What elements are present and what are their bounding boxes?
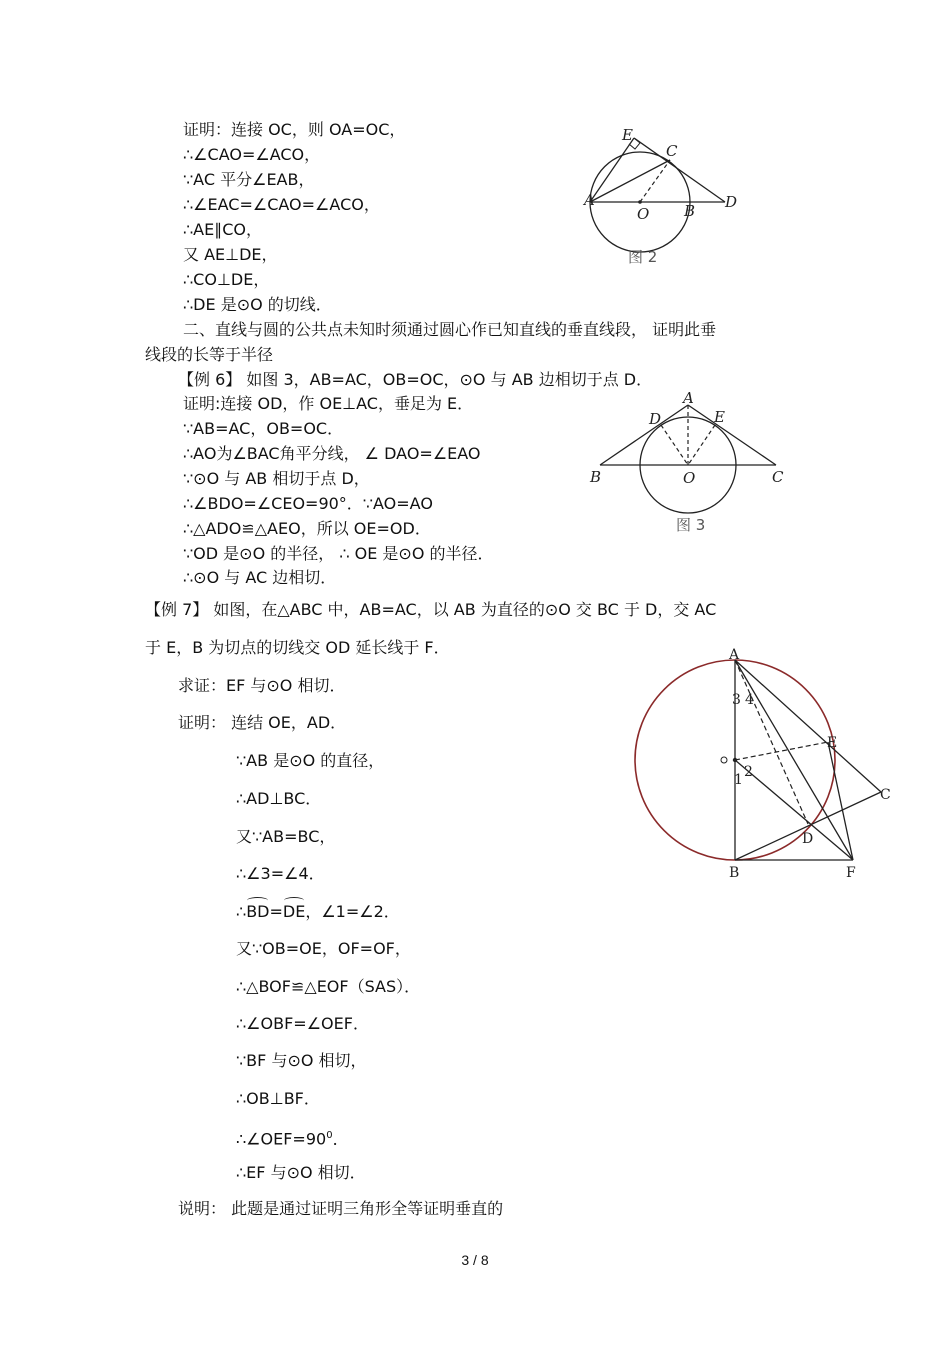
fig7-label-a: A [729,648,740,663]
proof-line: 又 AE⊥DE， [183,245,278,264]
fig7-label-c: C [880,787,891,803]
fig3-label-o: O [683,469,696,487]
proof-step-angle [236,1126,349,1149]
example7-heading-1: 【例 7】 如图，在△ABC 中，AB=AC，以 AB 为直径的⊙O 交 BC 于 D，交 AC [145,600,717,619]
proof-line: ∴AO为∠BAC角平分线， ∠ DAO=∠EAO [183,444,481,463]
fig3-label-c: C [772,468,784,486]
proof-step: ∴AD⊥BC． [236,789,322,808]
example7-note: 说明： 此题是通过证明三角形全等证明垂直的 [178,1199,504,1218]
fig2-label-o: O [637,205,650,223]
fig7-label-b: B [729,865,740,881]
proof-line: ∴∠EAC=∠CAO=∠ACO， [183,195,380,214]
fig2-label-a: A [584,191,595,209]
proof-line: ∴DE 是⊙O 的切线． [183,295,332,314]
fig3-label-d: D [649,410,662,428]
fig7-label-4: 4 [745,692,754,708]
fig3-label-a: A [683,389,694,407]
proof-step: 又∵OB=OE，OF=OF， [236,939,411,958]
proof-step: ∴△BOF≌△EOF（SAS）． [236,977,421,996]
figure-2 [580,122,750,272]
figure-3 [586,388,796,540]
proof-step: ∴∠OBF=∠OEF． [236,1014,369,1033]
fig2-label-b: B [684,202,696,220]
fig7-label-2: 2 [744,764,753,780]
fig7-label-f: F [846,865,856,881]
fig2-label-d: D [725,193,738,211]
angle-sup: 0 [326,1130,333,1141]
fig2-label-e: E [622,126,633,144]
arc-de: DE [282,902,306,921]
proof-step: ∴OB⊥BF． [236,1089,320,1108]
proof-line: ∵⊙O 与 AB 相切于点 D， [183,469,370,488]
proof-line: ∴△ADO≌△AEO，所以 OE=OD． [183,519,431,538]
proof-line: ∴AE∥CO， [183,220,263,239]
example6-heading: 【例 6】 如图 3，AB=AC，OB=OC，⊙O 与 AB 边相切于点 D． [178,370,653,389]
fig3-caption: 图 3 [676,516,706,534]
example7-prove: 求证：EF 与⊙O 相切． [178,676,346,695]
angle-end: ． [332,1129,349,1149]
fig2-label-c: C [666,142,678,160]
fig7-label-e: E [827,735,838,751]
proof-line: ∵AC 平分∠EAB， [183,170,315,189]
fig3-label-e: E [714,408,725,426]
arc-bd: BD [246,902,270,921]
page-number: 3 / 8 [461,1252,489,1268]
example7-proof-intro: 证明： 连结 OE，AD． [178,713,347,732]
fig2-caption: 图 2 [628,248,658,266]
proof-step: ∴∠3=∠4． [236,864,325,883]
proof-line: ∴∠CAO=∠ACO， [183,145,321,164]
section2-line2: 线段的长等于半径 [145,345,274,364]
angle-text: ∴∠OEF=90 [236,1129,327,1149]
fig3-label-b: B [590,468,602,486]
proof-step-arcs [236,902,400,922]
proof-line: ∴CO⊥DE， [183,270,270,289]
proof-line: 证明:连接 OD，作 OE⊥AC，垂足为 E． [183,394,474,413]
arc-eq: = [269,902,283,921]
fig7-label-3: 3 [732,692,741,708]
section2-line1: 二、直线与圆的公共点未知时须通过圆心作已知直线的垂直线段， 证明此垂 [183,320,717,339]
proof-step: ∵AB 是⊙O 的直径， [236,751,385,770]
proof-line: 证明：连接 OC，则 OA=OC， [183,120,406,139]
arc-suffix: ，∠1=∠2． [305,902,400,921]
proof-line: ∴⊙O 与 AC 边相切． [183,568,337,587]
arc-prefix: ∴ [236,902,247,921]
fig7-label-d: D [802,831,814,847]
proof-step: 又∵AB=BC， [236,827,336,846]
proof-line: ∵AB=AC，OB=OC． [183,419,344,438]
figure-7 [625,648,900,883]
example7-heading-2: 于 E，B 为切点的切线交 OD 延长线于 F． [145,638,450,657]
proof-line: ∵OD 是⊙O 的半径， ∴ OE 是⊙O 的半径． [183,544,494,563]
fig7-label-1: 1 [734,772,743,788]
proof-line: ∴∠BDO=∠CEO=90°．∵AO=AO [183,494,433,513]
proof-step: ∵BF 与⊙O 相切， [236,1051,367,1070]
proof-step: ∴EF 与⊙O 相切． [236,1163,366,1182]
